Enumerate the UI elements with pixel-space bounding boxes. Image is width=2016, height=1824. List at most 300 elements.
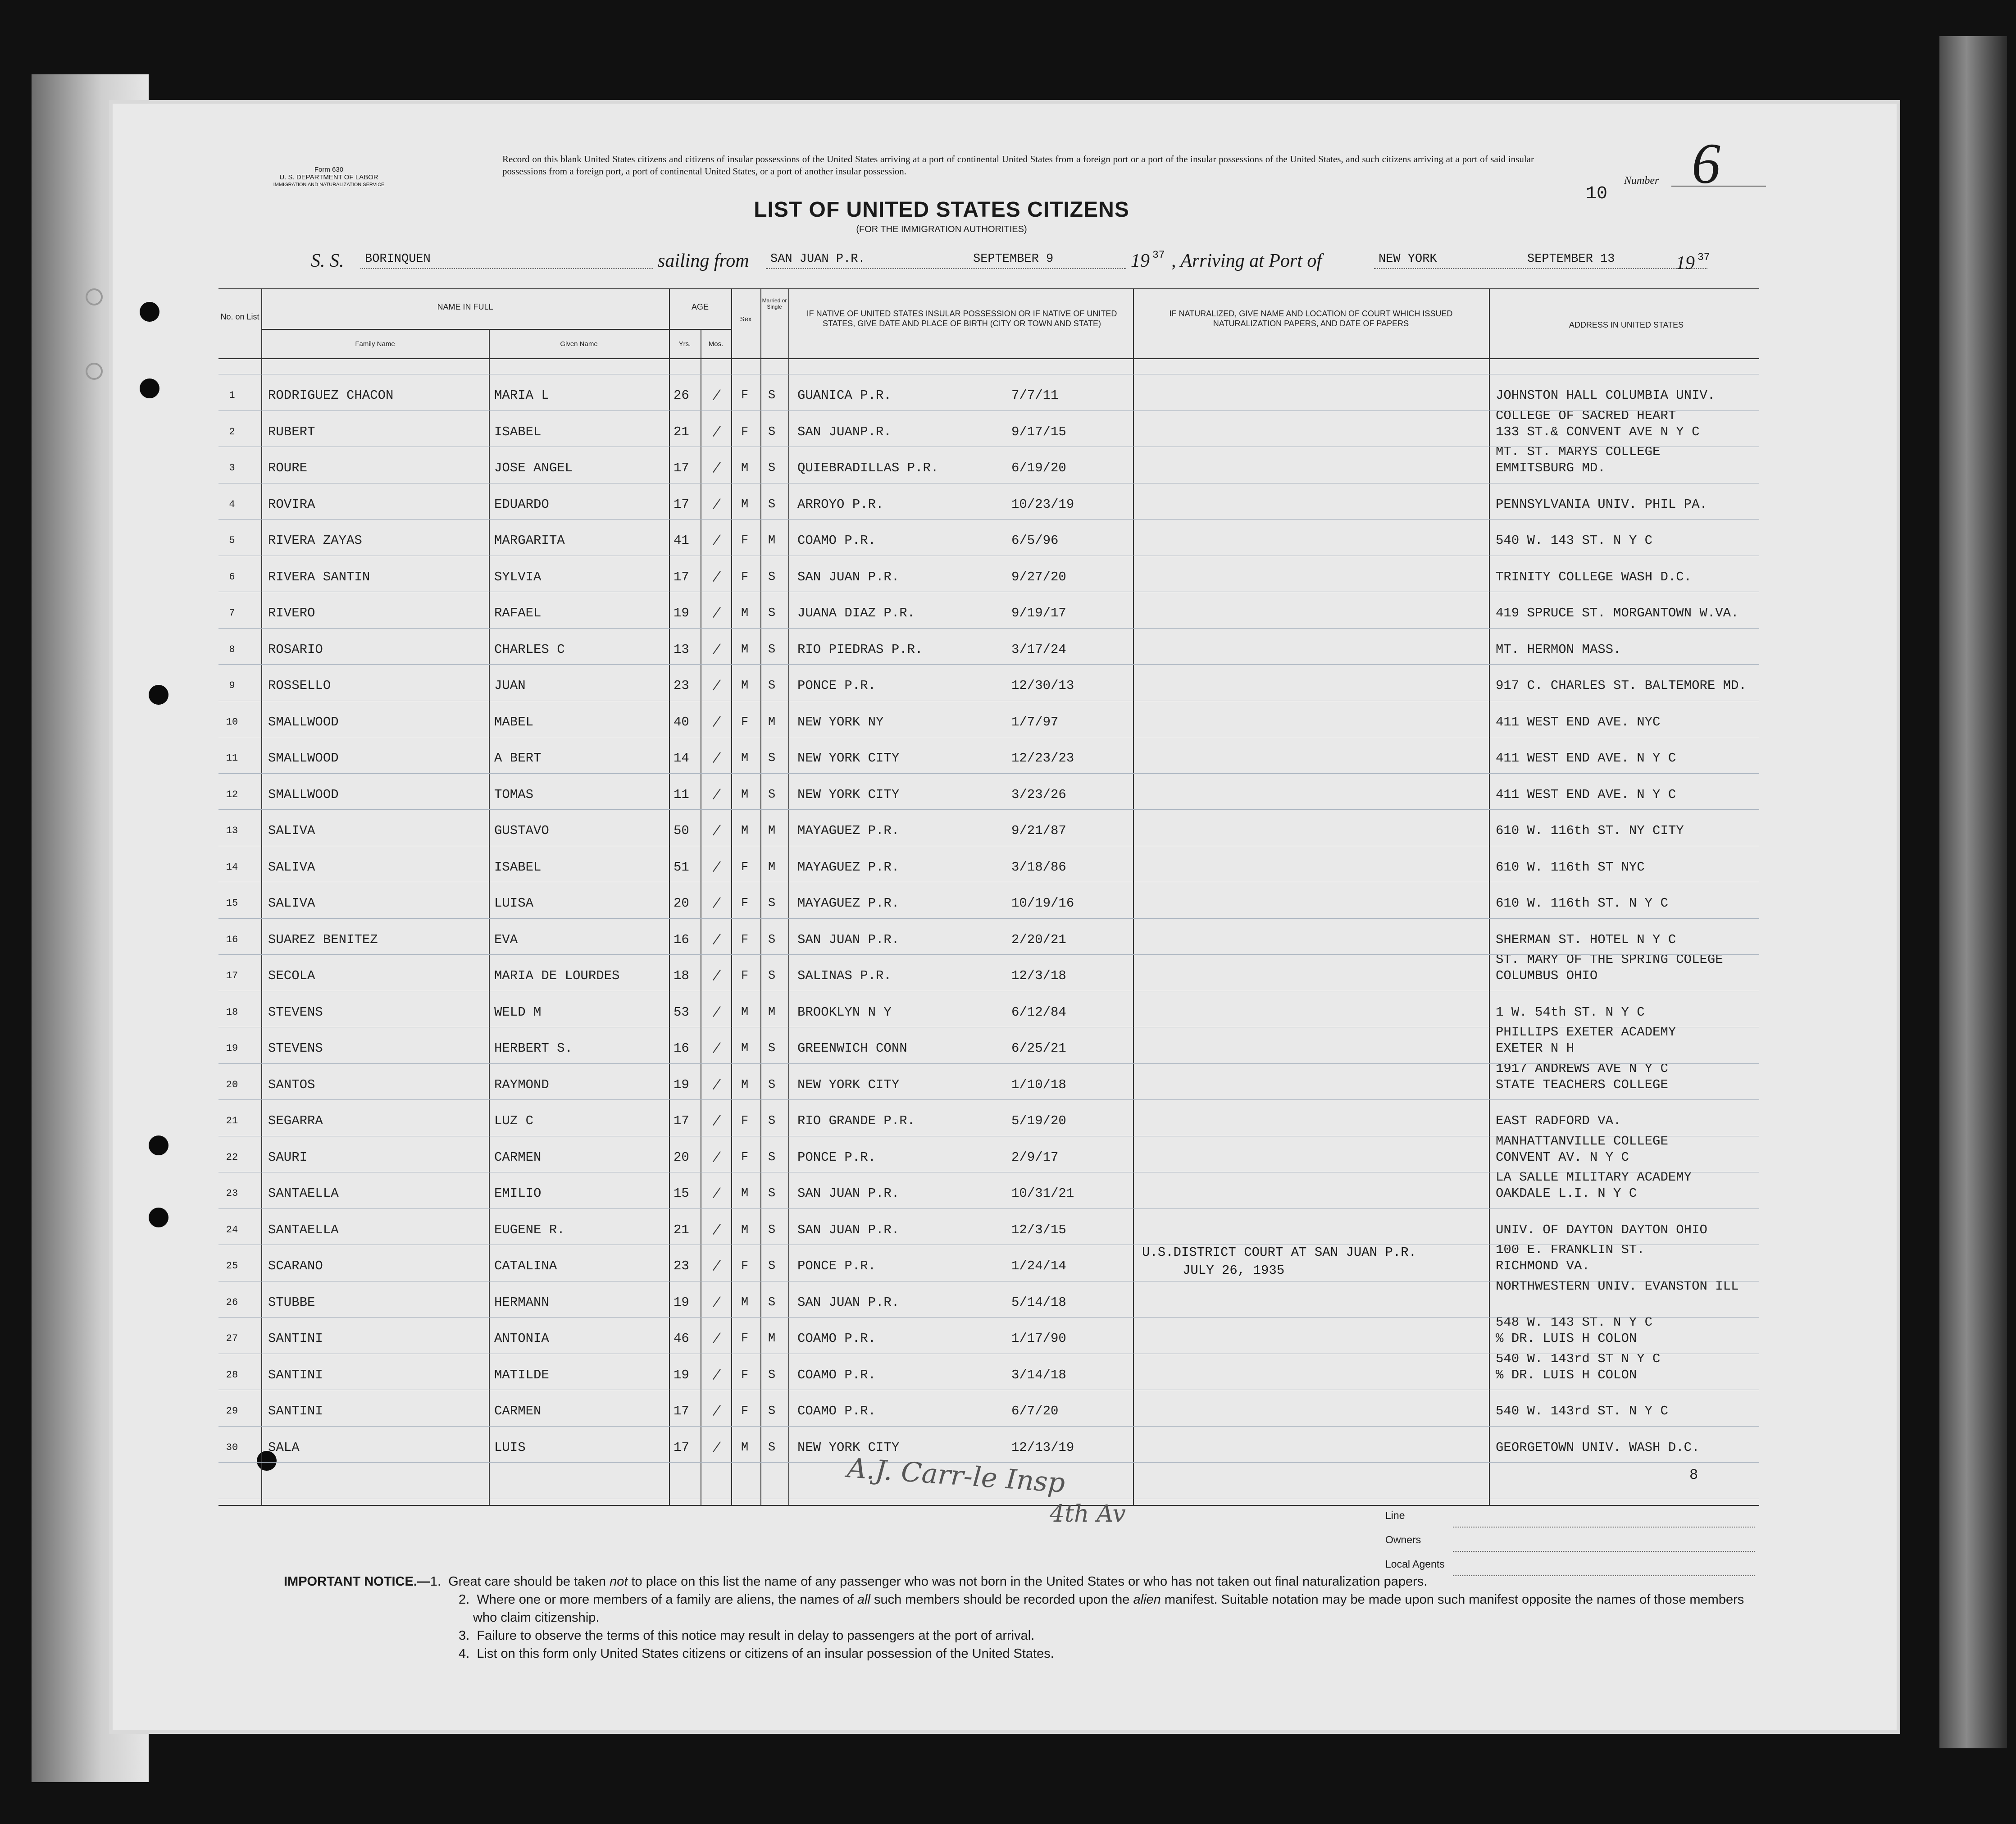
marital-status: S — [768, 1150, 776, 1164]
age-years: 17 — [674, 461, 689, 475]
birth-date: 6/12/84 — [1011, 1004, 1066, 1020]
address: 610 W. 116th ST NYC — [1496, 859, 1645, 875]
given-name: RAYMOND — [494, 1077, 549, 1092]
given-name: MARGARITA — [494, 533, 565, 548]
binder-hole — [149, 1135, 168, 1155]
notice-text: manifest. Suitable notation may be made upon such manifest opposite the names of those members who claim citizenship. — [473, 1592, 1744, 1625]
year-from: 37 — [1152, 249, 1165, 261]
address: EAST RADFORD VA. — [1496, 1113, 1621, 1128]
col-divider — [1133, 288, 1134, 1505]
age-tick-mark — [713, 570, 721, 581]
col-header-married: Married or Single — [762, 297, 787, 310]
ruled-line — [218, 628, 1759, 629]
age-tick-mark — [713, 643, 721, 654]
marital-status: S — [768, 933, 776, 947]
given-name: CHARLES C — [494, 642, 565, 657]
marital-status: S — [768, 643, 776, 657]
birth-date: 6/25/21 — [1011, 1041, 1066, 1056]
age-tick-mark — [713, 933, 721, 944]
sex: M — [741, 1042, 749, 1055]
owners-label: Owners — [1385, 1534, 1421, 1546]
col-divider — [669, 288, 670, 1505]
age-years: 50 — [674, 823, 689, 838]
family-name: SECOLA — [268, 968, 315, 983]
list-number: 10 — [1586, 184, 1608, 204]
birth-date: 1/17/90 — [1011, 1331, 1066, 1346]
birth-date: 10/19/16 — [1011, 896, 1074, 911]
age-years: 40 — [674, 714, 689, 730]
birth-date: 1/24/14 — [1011, 1259, 1066, 1273]
marital-status: M — [768, 860, 776, 874]
row-number: 5 — [229, 535, 235, 546]
col-divider — [1489, 288, 1490, 1505]
given-name: WELD M — [494, 1004, 542, 1020]
handwritten-signature: A.J. Carr-le Insp — [846, 1452, 1066, 1499]
given-name: HERMANN — [494, 1295, 549, 1310]
given-name: A BERT — [494, 751, 542, 766]
address: UNIV. OF DAYTON DAYTON OHIO — [1496, 1222, 1707, 1237]
birth-place: PONCE P.R. — [797, 678, 876, 693]
given-name: GUSTAVO — [494, 823, 549, 838]
sex: F — [741, 425, 749, 439]
given-name: EMILIO — [494, 1186, 542, 1201]
birth-date: 9/19/17 — [1011, 606, 1066, 620]
sex: F — [741, 1404, 749, 1418]
marital-status: S — [768, 1441, 776, 1455]
binder-hole — [149, 685, 168, 705]
birth-date: 3/18/86 — [1011, 859, 1066, 875]
row-number: 4 — [229, 498, 235, 510]
birth-date: 3/17/24 — [1011, 642, 1066, 657]
notice-item-3 — [284, 1627, 1770, 1645]
address: 610 W. 116th ST. N Y C — [1496, 896, 1668, 911]
address: EMMITSBURG MD. — [1496, 461, 1606, 475]
marital-status: S — [768, 461, 776, 475]
age-years: 18 — [674, 968, 689, 983]
date-from: SEPTEMBER 9 — [973, 252, 1054, 266]
row-number: 12 — [226, 789, 238, 800]
row-number: 29 — [226, 1405, 238, 1417]
age-years: 17 — [674, 1440, 689, 1455]
birth-place: NEW YORK CITY — [797, 787, 900, 802]
birth-place: SAN JUAN P.R. — [797, 1295, 900, 1310]
family-name: SALA — [268, 1440, 300, 1455]
marital-status: M — [768, 824, 776, 838]
number-underline — [1671, 186, 1766, 187]
marital-status: S — [768, 1078, 776, 1092]
sex: M — [741, 497, 749, 511]
age-tick-mark — [713, 861, 721, 871]
notice-item-4 — [284, 1645, 1770, 1663]
given-name: LUZ C — [494, 1113, 534, 1128]
birth-place: MAYAGUEZ P.R. — [797, 896, 900, 911]
binder-hole — [140, 302, 159, 322]
sex: M — [741, 643, 749, 657]
given-name: SYLVIA — [494, 569, 542, 584]
age-tick-mark — [713, 462, 721, 473]
age-tick-mark — [713, 425, 721, 436]
birth-place: MAYAGUEZ P.R. — [797, 859, 900, 875]
marital-status: S — [768, 969, 776, 983]
col-header-age: AGE — [691, 302, 709, 311]
family-name: ROSARIO — [268, 642, 323, 657]
notice-item-number: 1. — [430, 1574, 441, 1589]
sex: F — [741, 1114, 749, 1128]
ship-underline — [360, 268, 653, 269]
age-tick-mark — [713, 970, 721, 980]
sex: M — [741, 824, 749, 838]
age-tick-mark — [713, 679, 721, 690]
address-line-1: 1917 ANDREWS AVE N Y C — [1496, 1061, 1668, 1076]
address: CONVENT AV. N Y C — [1496, 1149, 1629, 1165]
address: 1 W. 54th ST. N Y C — [1496, 1004, 1645, 1020]
address: 411 WEST END AVE. NYC — [1496, 714, 1661, 730]
department-name: U. S. DEPARTMENT OF LABOR — [279, 173, 378, 181]
birth-place: SAN JUAN P.R. — [797, 1222, 900, 1237]
birth-date: 9/27/20 — [1011, 569, 1066, 584]
marital-status: M — [768, 1332, 776, 1345]
sex: M — [741, 1441, 749, 1455]
binder-hole-faint — [86, 363, 103, 380]
birth-date: 12/30/13 — [1011, 678, 1074, 693]
birth-date: 12/3/15 — [1011, 1222, 1066, 1237]
col-header-mos: Mos. — [708, 340, 724, 348]
notice-text: List on this form only United States citizens or citizens of an insular possession of the United States. — [477, 1646, 1054, 1661]
family-name: ROSSELLO — [268, 678, 331, 693]
line-field[interactable] — [1385, 1509, 1755, 1534]
family-name: STEVENS — [268, 1004, 323, 1020]
age-years: 51 — [674, 859, 689, 875]
notice-item-number: 2. — [459, 1592, 470, 1607]
birth-date: 12/23/23 — [1011, 751, 1074, 766]
address: MT. HERMON MASS. — [1496, 642, 1621, 657]
family-name: STEVENS — [268, 1041, 323, 1056]
row-number: 24 — [226, 1224, 238, 1236]
row-number: 20 — [226, 1079, 238, 1090]
marital-status: S — [768, 1259, 776, 1273]
age-tick-mark — [713, 1115, 721, 1126]
age-tick-mark — [713, 1441, 721, 1452]
marital-status: S — [768, 1368, 776, 1382]
given-name: CARMEN — [494, 1404, 542, 1418]
ruled-line — [218, 1208, 1759, 1209]
age-tick-mark — [713, 1405, 721, 1416]
family-name: SAURI — [268, 1149, 308, 1165]
birth-date: 5/14/18 — [1011, 1295, 1066, 1310]
given-name: CARMEN — [494, 1149, 542, 1165]
birth-date: 3/23/26 — [1011, 787, 1066, 802]
marital-status: S — [768, 788, 776, 802]
sex: F — [741, 1332, 749, 1345]
birth-place: NEW YORK CITY — [797, 751, 900, 766]
age-tick-mark — [713, 1223, 721, 1234]
marital-status: S — [768, 425, 776, 439]
ruled-line — [218, 1426, 1759, 1427]
address: PENNSYLVANIA UNIV. PHIL PA. — [1496, 497, 1707, 512]
family-name: SANTINI — [268, 1404, 323, 1418]
address: RICHMOND VA. — [1496, 1259, 1590, 1273]
ruled-line — [218, 773, 1759, 774]
address: GEORGETOWN UNIV. WASH D.C. — [1496, 1440, 1700, 1455]
age-years: 16 — [674, 932, 689, 947]
given-name: LUISA — [494, 896, 534, 911]
marital-status: S — [768, 497, 776, 511]
given-name: JUAN — [494, 678, 526, 693]
notice-text: Failure to observe the terms of this notice may result in delay to passengers at the port of arrival. — [477, 1628, 1035, 1643]
row-number: 15 — [226, 898, 238, 909]
sex: F — [741, 1368, 749, 1382]
age-years: 19 — [674, 606, 689, 620]
address: TRINITY COLLEGE WASH D.C. — [1496, 569, 1692, 584]
col-header-native: IF NATIVE OF UNITED STATES INSULAR POSSESSION OR IF NATIVE OF UNITED STATES, GIVE DATE AND PLACE OF BIRTH (CITY OR TOWN AND STATE) — [806, 309, 1117, 328]
age-years: 23 — [674, 678, 689, 693]
marital-status: M — [768, 534, 776, 547]
age-years: 17 — [674, 569, 689, 584]
sex: M — [741, 752, 749, 765]
birth-place: BROOKLYN N Y — [797, 1004, 892, 1020]
row-number: 23 — [226, 1188, 238, 1199]
binder-edge — [1939, 36, 2007, 1748]
sex: F — [741, 715, 749, 729]
col-divider — [261, 288, 262, 1505]
birth-date: 6/7/20 — [1011, 1404, 1059, 1418]
agent-fields — [1385, 1509, 1755, 1582]
year-to: 37 — [1697, 251, 1710, 263]
marital-status: S — [768, 752, 776, 765]
naturalization-court-note — [1142, 1244, 1416, 1280]
table-header-border — [218, 358, 1759, 359]
age-tick-mark — [713, 1296, 721, 1307]
birth-place: MAYAGUEZ P.R. — [797, 823, 900, 838]
marital-status: S — [768, 606, 776, 620]
birth-place: PONCE P.R. — [797, 1149, 876, 1165]
page-subtitle: (FOR THE IMMIGRATION AUTHORITIES) — [856, 224, 1027, 234]
given-name: ANTONIA — [494, 1331, 549, 1346]
date-to: SEPTEMBER 13 — [1527, 252, 1615, 266]
birth-date: 12/13/19 — [1011, 1440, 1074, 1455]
notice-text: to place on this list the name of any passenger who was not born in the United States or who has not taken out final naturalization papers. — [628, 1574, 1428, 1589]
given-name: TOMAS — [494, 787, 534, 802]
sex: F — [741, 969, 749, 983]
birth-date: 6/5/96 — [1011, 533, 1059, 548]
col-header-naturalized: IF NATURALIZED, GIVE NAME AND LOCATION OF COURT WHICH ISSUED NATURALIZATION PAPERS, AND DATE OF PAPERS — [1169, 309, 1453, 328]
family-name: SEGARRA — [268, 1113, 323, 1128]
form-identification — [252, 166, 405, 189]
given-name: MATILDE — [494, 1367, 549, 1382]
age-years: 14 — [674, 751, 689, 766]
birth-date: 7/7/11 — [1011, 388, 1059, 403]
age-tick-mark — [713, 1187, 721, 1198]
birth-place: SAN JUAN P.R. — [797, 569, 900, 584]
voyage-line — [311, 250, 1761, 277]
notice-emphasis: all — [857, 1592, 870, 1607]
court-name: U.S.DISTRICT COURT AT SAN JUAN P.R. — [1142, 1245, 1417, 1260]
notice-item-number: 4. — [459, 1646, 470, 1661]
birth-place: SAN JUAN P.R. — [797, 1186, 900, 1201]
row-number: 28 — [226, 1369, 238, 1381]
address: JOHNSTON HALL COLUMBIA UNIV. — [1496, 388, 1716, 403]
marital-status: M — [768, 1005, 776, 1019]
age-years: 19 — [674, 1367, 689, 1382]
marital-status: S — [768, 1295, 776, 1309]
sex: F — [741, 897, 749, 910]
age-years: 11 — [674, 787, 689, 802]
age-tick-mark — [713, 389, 721, 400]
family-name: SMALLWOOD — [268, 714, 339, 730]
col-header-name: NAME IN FULL — [437, 302, 493, 311]
number-label: Number — [1624, 175, 1659, 187]
birth-date: 6/19/20 — [1011, 461, 1066, 475]
row-number: 11 — [226, 752, 238, 764]
col-divider — [731, 288, 732, 1505]
age-years: 26 — [674, 388, 689, 403]
row-number: 17 — [226, 970, 238, 981]
sex: M — [741, 1187, 749, 1200]
birth-date: 3/14/18 — [1011, 1367, 1066, 1382]
given-name: CATALINA — [494, 1259, 557, 1273]
port-to: NEW YORK — [1379, 252, 1437, 266]
address-line-1: LA SALLE MILITARY ACADEMY — [1496, 1170, 1692, 1185]
row-number: 16 — [226, 934, 238, 945]
family-name: SCARANO — [268, 1259, 323, 1273]
birth-place: NEW YORK CITY — [797, 1077, 900, 1092]
address: 411 WEST END AVE. N Y C — [1496, 751, 1676, 766]
birth-date: 1/7/97 — [1011, 714, 1059, 730]
address: 419 SPRUCE ST. MORGANTOWN W.VA. — [1496, 606, 1739, 620]
table-bottom-border — [218, 1505, 1759, 1506]
given-name: JOSE ANGEL — [494, 461, 573, 475]
family-name: RIVERA SANTIN — [268, 569, 370, 584]
address-line-1: COLLEGE OF SACRED HEART — [1496, 408, 1676, 423]
age-years: 21 — [674, 1222, 689, 1237]
birth-place: GREENWICH CONN — [797, 1041, 907, 1056]
binder-hole-faint — [86, 288, 103, 306]
age-tick-mark — [713, 1332, 721, 1343]
given-name: EUGENE R. — [494, 1222, 565, 1237]
given-name: EDUARDO — [494, 497, 549, 512]
birth-date: 9/17/15 — [1011, 424, 1066, 439]
sex: M — [741, 1295, 749, 1309]
address-line-1: 540 W. 143rd ST N Y C — [1496, 1351, 1661, 1366]
age-years: 16 — [674, 1041, 689, 1056]
birth-date: 2/9/17 — [1011, 1149, 1059, 1165]
age-years: 20 — [674, 1149, 689, 1165]
age-years: 20 — [674, 896, 689, 911]
given-name: EVA — [494, 932, 518, 947]
birth-place: COAMO P.R. — [797, 533, 876, 548]
owners-field[interactable] — [1385, 1534, 1755, 1558]
line-blank — [1453, 1527, 1755, 1528]
marital-status: S — [768, 1187, 776, 1200]
sex: M — [741, 461, 749, 475]
row-number: 18 — [226, 1006, 238, 1018]
row-number: 10 — [226, 716, 238, 728]
ruled-line — [218, 1317, 1759, 1318]
birth-date: 1/10/18 — [1011, 1077, 1066, 1092]
address: 540 W. 143rd ST. N Y C — [1496, 1404, 1668, 1418]
family-name: RIVERA ZAYAS — [268, 533, 362, 548]
family-name: STUBBE — [268, 1295, 315, 1310]
age-tick-mark — [713, 607, 721, 618]
birth-date: 5/19/20 — [1011, 1113, 1066, 1128]
birth-place: RIO PIEDRAS P.R. — [797, 642, 923, 657]
age-tick-mark — [713, 897, 721, 908]
col-header-yrs: Yrs. — [678, 340, 691, 348]
row-number: 6 — [229, 571, 235, 583]
given-name: LUIS — [494, 1440, 526, 1455]
important-notice — [284, 1573, 1770, 1663]
row-number: 22 — [226, 1151, 238, 1163]
family-name: SUAREZ BENITEZ — [268, 932, 378, 947]
binder-hole — [140, 378, 159, 398]
year-prefix-to: 19 — [1676, 253, 1695, 274]
passenger-table — [218, 288, 1759, 1505]
marital-status: M — [768, 715, 776, 729]
family-name: SMALLWOOD — [268, 787, 339, 802]
sex: M — [741, 606, 749, 620]
age-tick-mark — [713, 752, 721, 763]
notice-text: Where one or more members of a family are aliens, the names of — [477, 1592, 857, 1607]
service-name: IMMIGRATION AND NATURALIZATION SERVICE — [273, 182, 385, 187]
birth-place: NEW YORK CITY — [797, 1440, 900, 1455]
age-years: 17 — [674, 1113, 689, 1128]
age-years: 19 — [674, 1077, 689, 1092]
sex: F — [741, 570, 749, 584]
ruled-line — [218, 954, 1759, 955]
age-years: 21 — [674, 424, 689, 439]
address-line-1: NORTHWESTERN UNIV. EVANSTON ILL — [1496, 1278, 1739, 1294]
birth-date: 12/3/18 — [1011, 968, 1066, 983]
birth-place: PONCE P.R. — [797, 1259, 876, 1273]
age-tick-mark — [713, 1042, 721, 1053]
family-name: SALIVA — [268, 896, 315, 911]
ruled-line — [218, 1099, 1759, 1100]
given-name: MARIA DE LOURDES — [494, 968, 620, 983]
notice-text: Great care should be taken — [448, 1574, 610, 1589]
notice-lead: IMPORTANT NOTICE.— — [284, 1574, 430, 1589]
age-years: 17 — [674, 1404, 689, 1418]
family-name: SANTAELLA — [268, 1222, 339, 1237]
sex: M — [741, 679, 749, 693]
notice-item-number: 3. — [459, 1628, 470, 1643]
arriving-label: , Arriving at Port of — [1171, 251, 1322, 271]
address: % DR. LUIS H COLON — [1496, 1331, 1637, 1346]
birth-place: COAMO P.R. — [797, 1404, 876, 1418]
to-underline — [1374, 268, 1707, 269]
age-tick-mark — [713, 1260, 721, 1271]
page-title: LIST OF UNITED STATES CITIZENS — [754, 198, 1129, 222]
family-name: SALIVA — [268, 859, 315, 875]
birth-place: SALINAS P.R. — [797, 968, 892, 983]
birth-place: ARROYO P.R. — [797, 497, 884, 512]
given-name: RAFAEL — [494, 606, 542, 620]
age-years: 41 — [674, 533, 689, 548]
birth-place: COAMO P.R. — [797, 1367, 876, 1382]
col-header-given: Given Name — [560, 340, 598, 348]
notice-item-2 — [284, 1591, 1770, 1627]
col-header-no: No. on List — [220, 312, 259, 321]
address: 133 ST.& CONVENT AVE N Y C — [1496, 424, 1700, 439]
row-number: 14 — [226, 861, 238, 873]
age-tick-mark — [713, 788, 721, 799]
marital-status: S — [768, 1042, 776, 1055]
sex: M — [741, 788, 749, 802]
row-number: 27 — [226, 1333, 238, 1344]
birth-place: SAN JUAN P.R. — [797, 932, 900, 947]
address: EXETER N H — [1496, 1041, 1575, 1056]
birth-date: 10/23/19 — [1011, 497, 1074, 512]
address: OAKDALE L.I. N Y C — [1496, 1186, 1637, 1201]
